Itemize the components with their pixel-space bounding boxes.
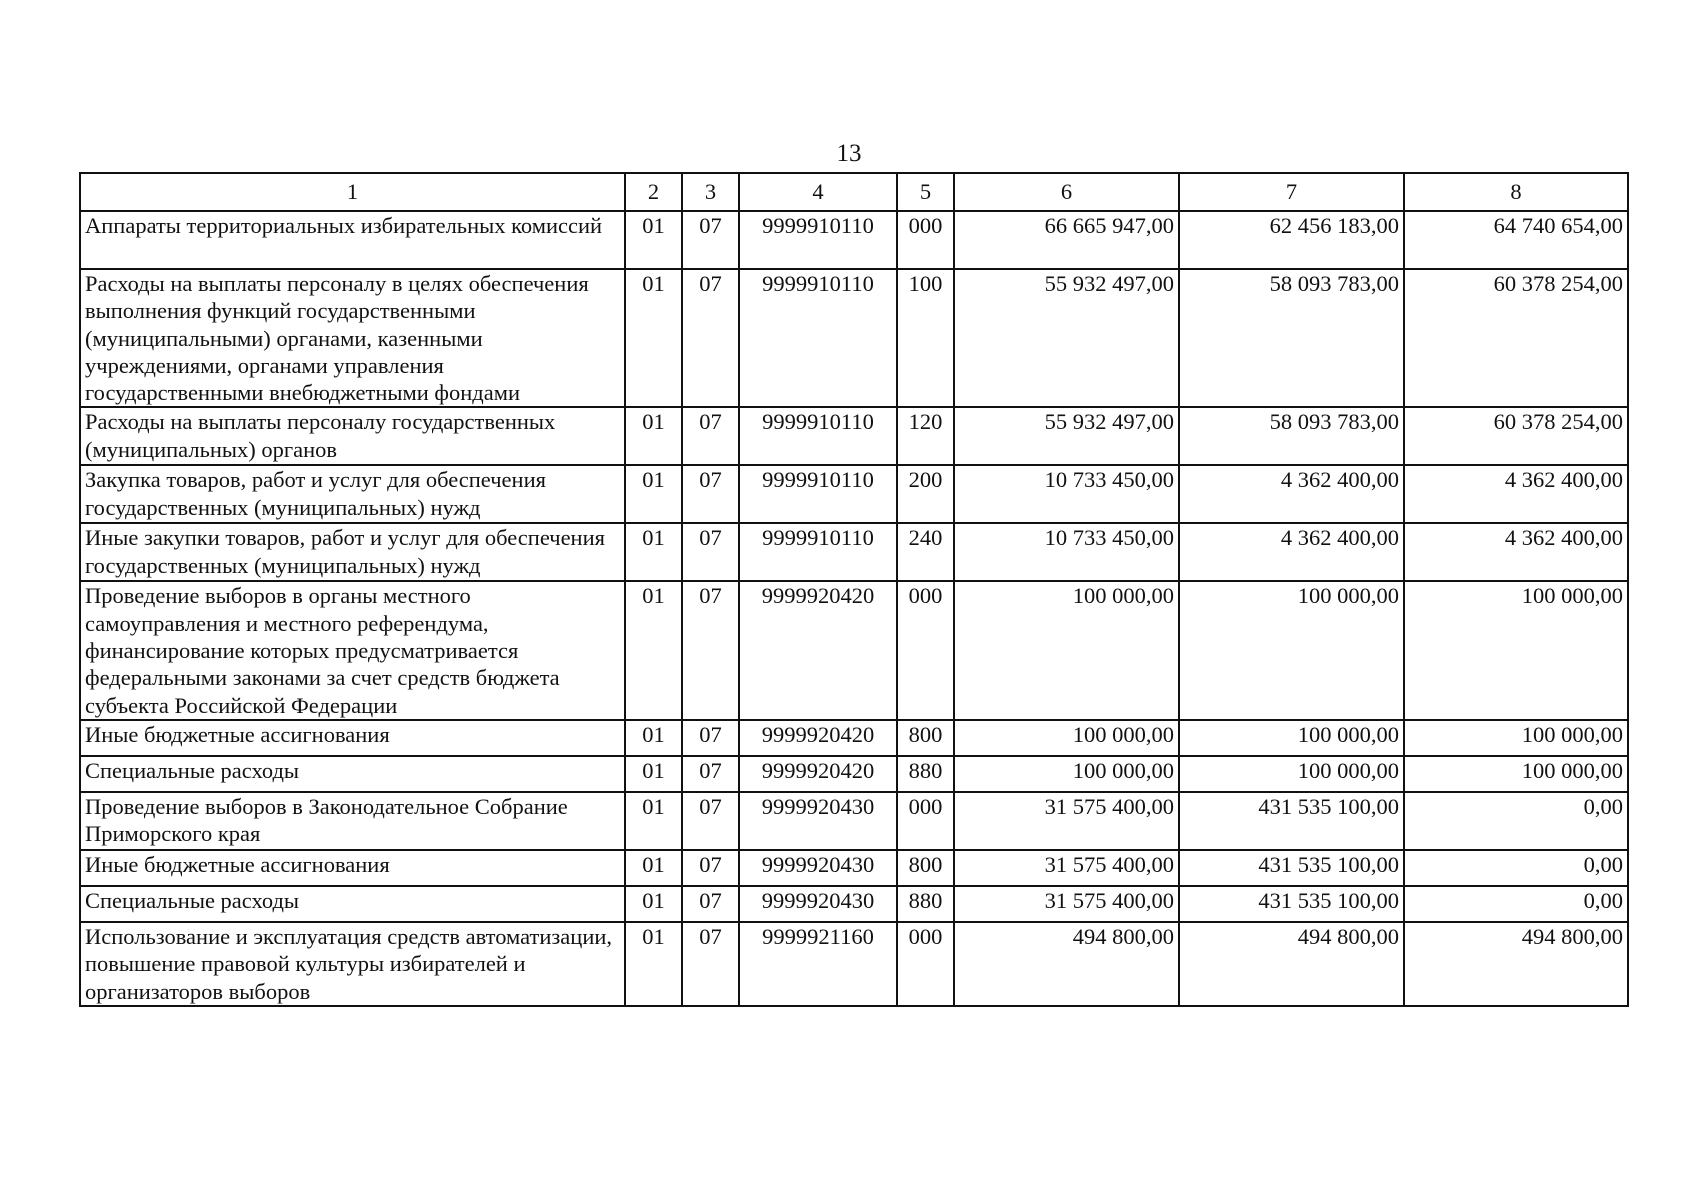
amount-col-8: 64 740 654,00 xyxy=(1404,211,1628,269)
amount-col-6: 31 575 400,00 xyxy=(954,886,1179,922)
expense-type-code: 800 xyxy=(897,720,954,756)
amount-col-8: 0,00 xyxy=(1404,850,1628,886)
expense-name: Иные бюджетные ассигнования xyxy=(80,720,625,756)
expense-type-code: 120 xyxy=(897,407,954,465)
section-code: 01 xyxy=(625,581,682,719)
expense-name: Иные бюджетные ассигнования xyxy=(80,850,625,886)
expense-name: Аппараты территориальных избирательных комиссий xyxy=(80,211,625,269)
amount-col-7: 494 800,00 xyxy=(1179,922,1404,1006)
header-cell-1: 1 xyxy=(80,173,625,211)
amount-col-7: 62 456 183,00 xyxy=(1179,211,1404,269)
expense-name: Проведение выборов в Законодательное Собрание Приморского края xyxy=(80,792,625,850)
header-cell-6: 6 xyxy=(954,173,1179,211)
target-article-code: 9999920430 xyxy=(739,792,897,850)
expense-type-code: 880 xyxy=(897,756,954,792)
amount-col-8: 60 378 254,00 xyxy=(1404,407,1628,465)
amount-col-7: 58 093 783,00 xyxy=(1179,269,1404,407)
target-article-code: 9999920420 xyxy=(739,581,897,719)
subsection-code: 07 xyxy=(682,886,739,922)
amount-col-6: 10 733 450,00 xyxy=(954,465,1179,523)
header-cell-3: 3 xyxy=(682,173,739,211)
table-row xyxy=(80,886,1628,922)
table-row xyxy=(80,850,1628,886)
expense-type-code: 800 xyxy=(897,850,954,886)
table-row xyxy=(80,465,1628,523)
expense-name: Закупка товаров, работ и услуг для обеспечения государственных (муниципальных) нужд xyxy=(80,465,625,523)
expense-type-code: 200 xyxy=(897,465,954,523)
expense-type-code: 000 xyxy=(897,581,954,719)
amount-col-6: 100 000,00 xyxy=(954,756,1179,792)
amount-col-7: 100 000,00 xyxy=(1179,756,1404,792)
expense-type-code: 000 xyxy=(897,792,954,850)
amount-col-7: 431 535 100,00 xyxy=(1179,792,1404,850)
amount-col-8: 4 362 400,00 xyxy=(1404,523,1628,581)
amount-col-8: 4 362 400,00 xyxy=(1404,465,1628,523)
section-code: 01 xyxy=(625,523,682,581)
subsection-code: 07 xyxy=(682,581,739,719)
amount-col-6: 10 733 450,00 xyxy=(954,523,1179,581)
expense-type-code: 880 xyxy=(897,886,954,922)
target-article-code: 9999910110 xyxy=(739,269,897,407)
header-cell-8: 8 xyxy=(1404,173,1628,211)
amount-col-6: 55 932 497,00 xyxy=(954,407,1179,465)
target-article-code: 9999910110 xyxy=(739,407,897,465)
amount-col-6: 55 932 497,00 xyxy=(954,269,1179,407)
amount-col-8: 100 000,00 xyxy=(1404,581,1628,719)
header-row xyxy=(80,173,1628,211)
amount-col-7: 431 535 100,00 xyxy=(1179,886,1404,922)
section-code: 01 xyxy=(625,850,682,886)
amount-col-6: 100 000,00 xyxy=(954,720,1179,756)
subsection-code: 07 xyxy=(682,792,739,850)
amount-col-6: 100 000,00 xyxy=(954,581,1179,719)
subsection-code: 07 xyxy=(682,922,739,1006)
subsection-code: 07 xyxy=(682,465,739,523)
table-row xyxy=(80,211,1628,269)
header-cell-5: 5 xyxy=(897,173,954,211)
target-article-code: 9999921160 xyxy=(739,922,897,1006)
section-code: 01 xyxy=(625,211,682,269)
target-article-code: 9999910110 xyxy=(739,211,897,269)
expense-type-code: 000 xyxy=(897,922,954,1006)
table-row xyxy=(80,407,1628,465)
page-number: 13 xyxy=(836,140,862,167)
amount-col-8: 60 378 254,00 xyxy=(1404,269,1628,407)
amount-col-8: 100 000,00 xyxy=(1404,720,1628,756)
expense-name: Проведение выборов в органы местного самоуправления и местного референдума, финансирование которых предусматривается федеральными законами за счет средств бюджета субъекта Российской Федерации xyxy=(80,581,625,719)
target-article-code: 9999920420 xyxy=(739,756,897,792)
amount-col-7: 4 362 400,00 xyxy=(1179,523,1404,581)
section-code: 01 xyxy=(625,756,682,792)
amount-col-8: 0,00 xyxy=(1404,886,1628,922)
expense-type-code: 240 xyxy=(897,523,954,581)
section-code: 01 xyxy=(625,922,682,1006)
expense-name: Иные закупки товаров, работ и услуг для обеспечения государственных (муниципальных) нужд xyxy=(80,523,625,581)
header-cell-7: 7 xyxy=(1179,173,1404,211)
expense-name: Расходы на выплаты персоналу в целях обеспечения выполнения функций государственными (муниципальными) органами, казенными учреждениями, органами управления государственными внебюджетными фондами xyxy=(80,269,625,407)
table-row xyxy=(80,523,1628,581)
amount-col-6: 494 800,00 xyxy=(954,922,1179,1006)
amount-col-7: 100 000,00 xyxy=(1179,720,1404,756)
subsection-code: 07 xyxy=(682,269,739,407)
subsection-code: 07 xyxy=(682,756,739,792)
expense-type-code: 100 xyxy=(897,269,954,407)
table-row xyxy=(80,269,1628,407)
subsection-code: 07 xyxy=(682,407,739,465)
table-row xyxy=(80,792,1628,850)
amount-col-6: 31 575 400,00 xyxy=(954,792,1179,850)
section-code: 01 xyxy=(625,886,682,922)
amount-col-6: 66 665 947,00 xyxy=(954,211,1179,269)
amount-col-7: 100 000,00 xyxy=(1179,581,1404,719)
table-row xyxy=(80,720,1628,756)
target-article-code: 9999920430 xyxy=(739,886,897,922)
amount-col-8: 0,00 xyxy=(1404,792,1628,850)
section-code: 01 xyxy=(625,269,682,407)
subsection-code: 07 xyxy=(682,211,739,269)
header-cell-4: 4 xyxy=(739,173,897,211)
subsection-code: 07 xyxy=(682,850,739,886)
section-code: 01 xyxy=(625,465,682,523)
expense-name: Специальные расходы xyxy=(80,756,625,792)
target-article-code: 9999920420 xyxy=(739,720,897,756)
amount-col-6: 31 575 400,00 xyxy=(954,850,1179,886)
table-row xyxy=(80,922,1628,1006)
table-row xyxy=(80,756,1628,792)
section-code: 01 xyxy=(625,720,682,756)
section-code: 01 xyxy=(625,792,682,850)
amount-col-8: 100 000,00 xyxy=(1404,756,1628,792)
expense-name: Специальные расходы xyxy=(80,886,625,922)
target-article-code: 9999920430 xyxy=(739,850,897,886)
budget-table xyxy=(79,172,1629,1007)
subsection-code: 07 xyxy=(682,720,739,756)
subsection-code: 07 xyxy=(682,523,739,581)
amount-col-7: 58 093 783,00 xyxy=(1179,407,1404,465)
target-article-code: 9999910110 xyxy=(739,465,897,523)
section-code: 01 xyxy=(625,407,682,465)
amount-col-8: 494 800,00 xyxy=(1404,922,1628,1006)
amount-col-7: 431 535 100,00 xyxy=(1179,850,1404,886)
table-row xyxy=(80,581,1628,719)
expense-type-code: 000 xyxy=(897,211,954,269)
target-article-code: 9999910110 xyxy=(739,523,897,581)
expense-name: Использование и эксплуатация средств автоматизации, повышение правовой культуры избирателей и организаторов выборов xyxy=(80,922,625,1006)
expense-name: Расходы на выплаты персоналу государственных (муниципальных) органов xyxy=(80,407,625,465)
amount-col-7: 4 362 400,00 xyxy=(1179,465,1404,523)
header-cell-2: 2 xyxy=(625,173,682,211)
